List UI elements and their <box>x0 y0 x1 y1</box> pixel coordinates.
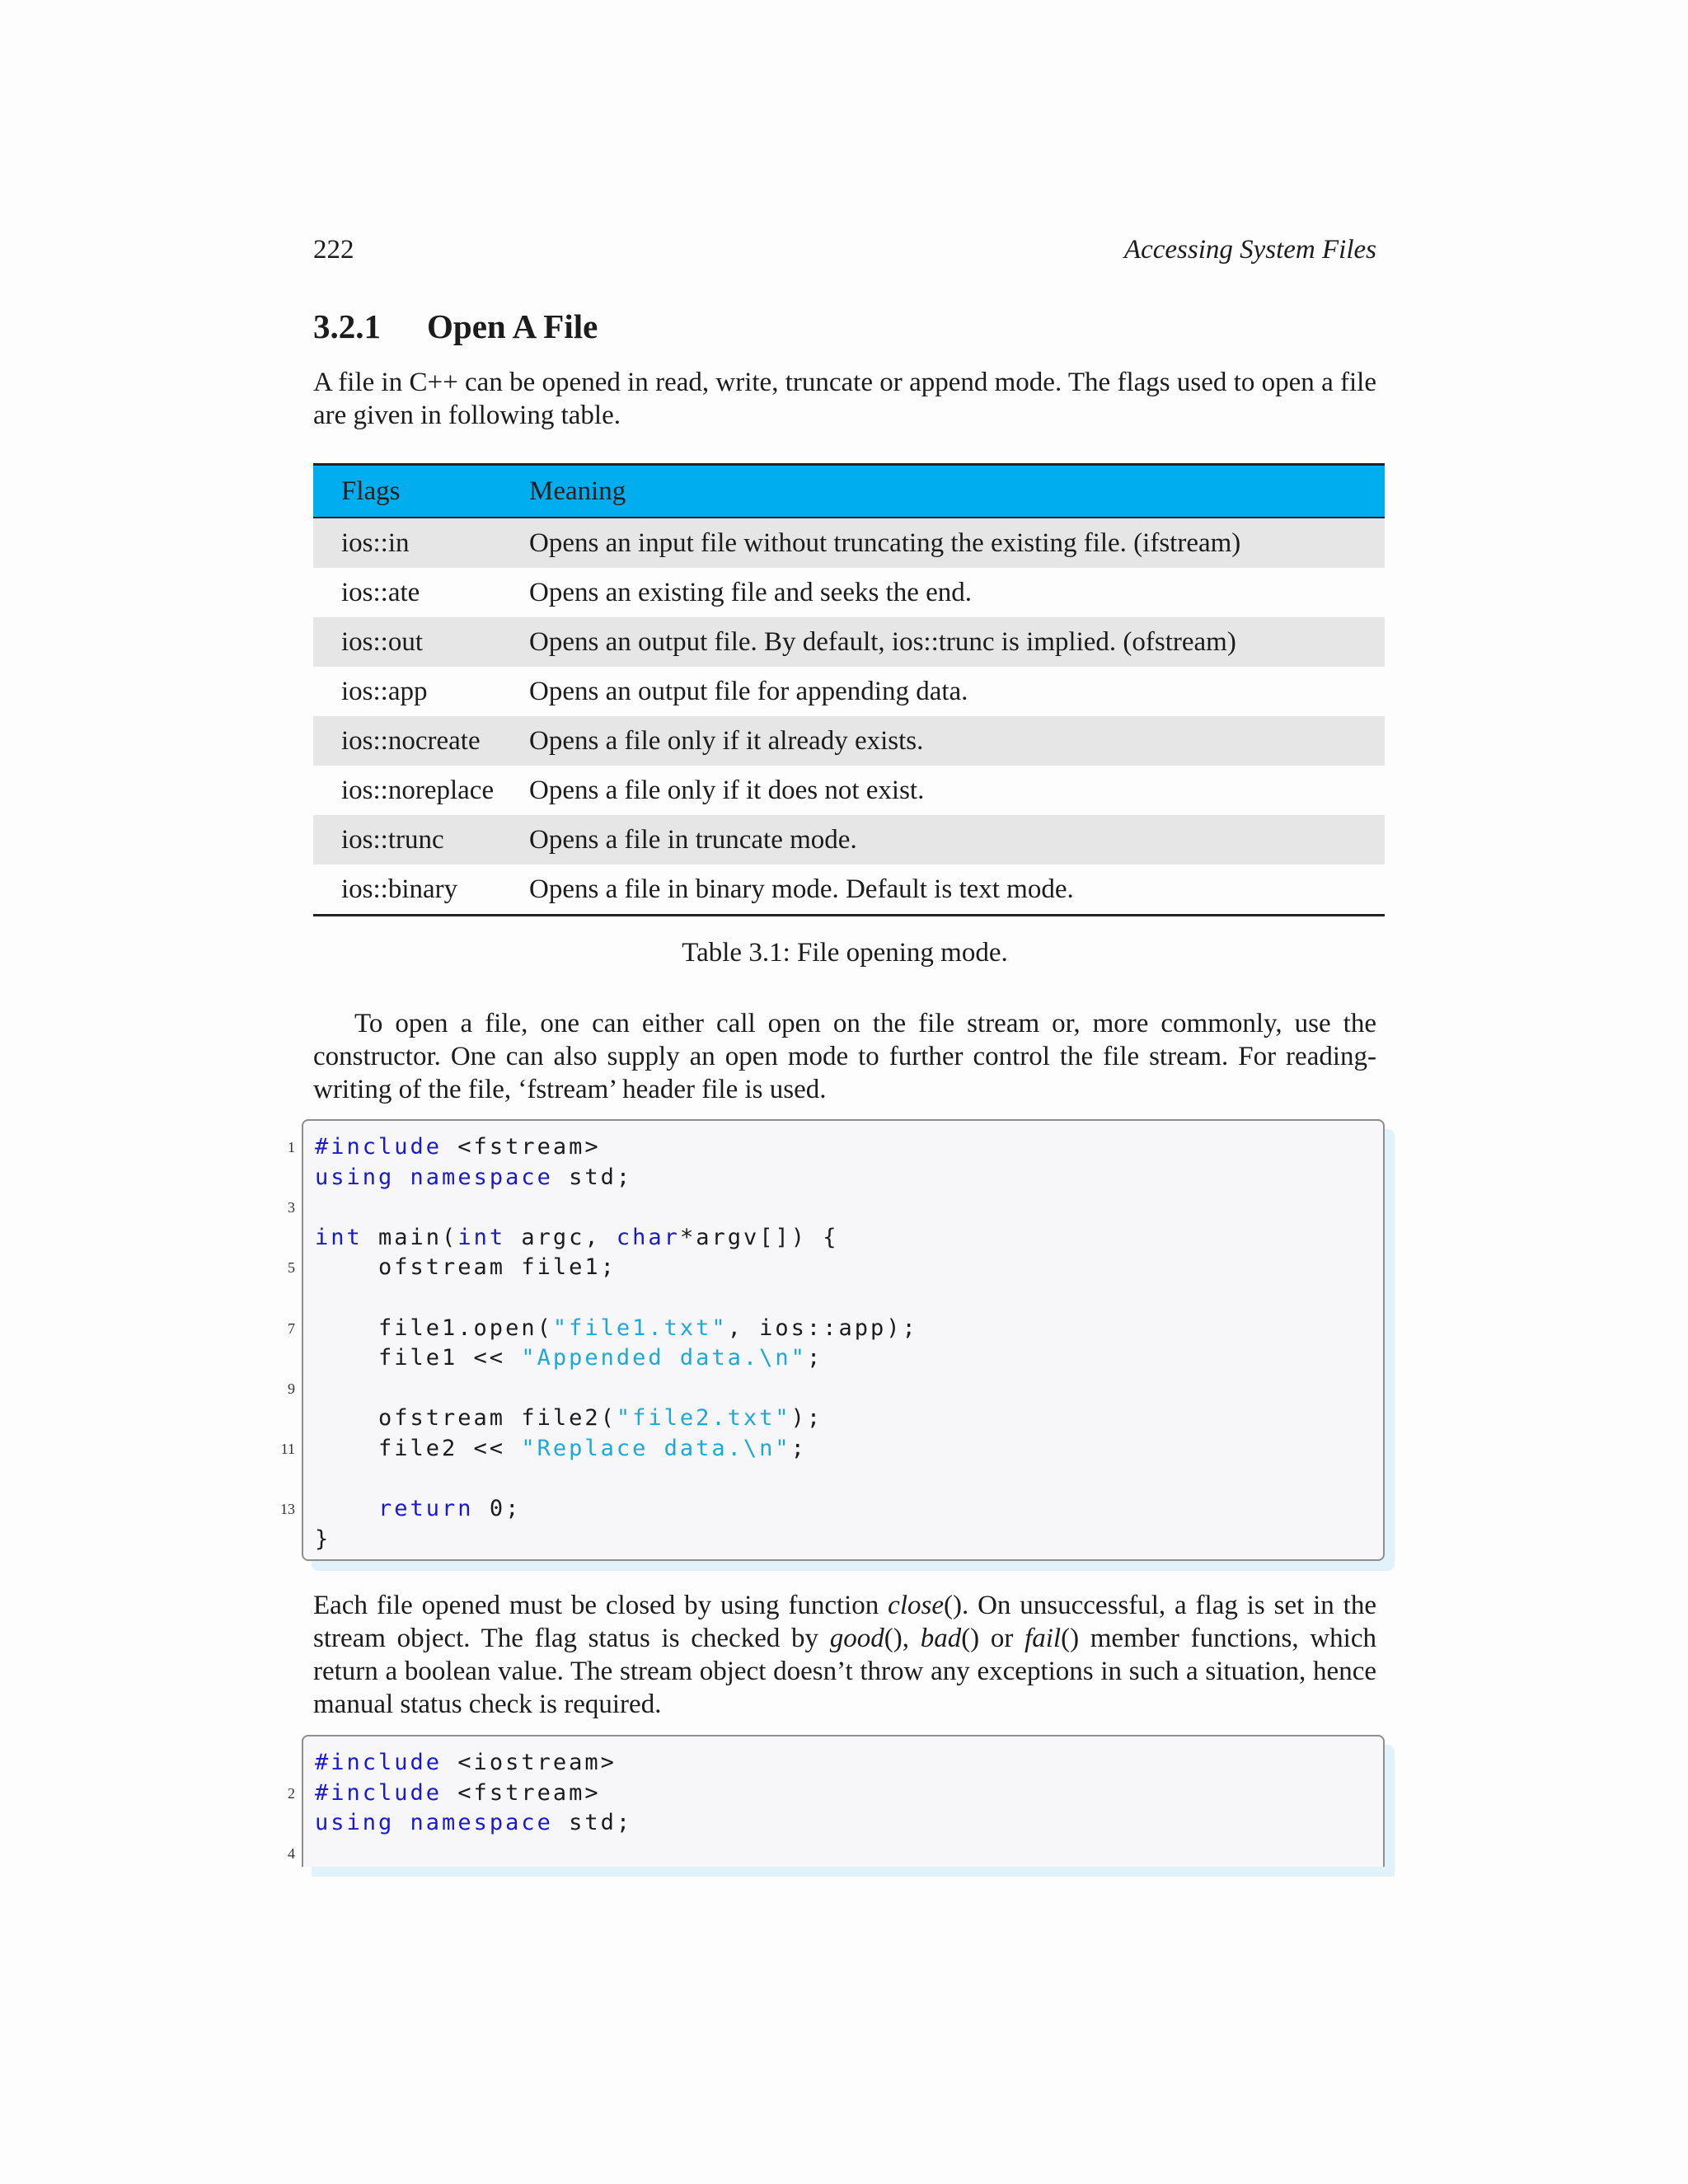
body-paragraph: To open a file, one can either call open on the file stream or, more commonly, use the constructor. One can also supply an open mode to further control the file stream. For reading-writing of the file, ‘fstream’ header file is used. <box>313 1009 1376 1104</box>
code-text: ; <box>806 1345 823 1371</box>
code-keyword: int <box>315 1224 363 1250</box>
code-line <box>288 1314 1383 1344</box>
file-flags-table <box>313 463 1385 916</box>
line-number: 3 <box>288 1199 295 1216</box>
meaning-cell: Opens a file only if it already exists. <box>529 725 924 756</box>
code-text: file1.open( <box>315 1315 553 1341</box>
code-text <box>394 1165 410 1190</box>
code-line <box>280 1494 1383 1525</box>
table-caption: Table 3.1: File opening mode. <box>682 938 1008 968</box>
text-span: () or <box>961 1624 1025 1653</box>
flag-cell: ios::binary <box>341 874 458 904</box>
text-span: (), <box>884 1624 921 1653</box>
flag-cell: ios::in <box>341 527 410 558</box>
code-text: <fstream> <box>442 1134 601 1160</box>
meaning-cell: Opens an input file without truncating the existing file. (ifstream) <box>529 527 1241 558</box>
code-text: ); <box>790 1405 823 1432</box>
code-line <box>303 1748 1383 1779</box>
line-number: 5 <box>288 1259 295 1277</box>
code-line <box>288 1779 1383 1809</box>
code-keyword: using <box>315 1164 395 1190</box>
code-text: ofstream file2( <box>315 1405 617 1432</box>
code-line <box>303 1404 1383 1434</box>
line-number: 13 <box>280 1501 295 1518</box>
code-string: "file2.txt" <box>616 1405 791 1432</box>
code-text <box>394 1810 410 1835</box>
flag-cell: ios::noreplace <box>341 775 495 805</box>
function-name: bad <box>920 1624 962 1653</box>
code-text: } <box>315 1526 331 1552</box>
table-row <box>313 518 1385 568</box>
code-keyword: using <box>315 1810 395 1836</box>
line-number: 1 <box>288 1139 295 1155</box>
code-text: main( <box>362 1224 458 1250</box>
table-row <box>313 667 1385 716</box>
line-number: 2 <box>288 1784 295 1802</box>
code-line <box>280 1434 1383 1465</box>
code-line <box>303 1808 1383 1839</box>
running-title: Accessing System Files <box>1123 235 1376 265</box>
code-text: 0; <box>473 1496 522 1522</box>
text-span: () member functions, which return a boolean value. The stream object doesn’t throw any exceptions in such a situation, hence manual status check is required. <box>313 1624 1376 1719</box>
flag-cell: ios::ate <box>341 577 420 607</box>
code-line <box>288 1374 1383 1404</box>
page-number: 222 <box>313 235 354 265</box>
table-row <box>313 766 1385 815</box>
code-line <box>303 1283 1383 1314</box>
code-text: file1 << <box>315 1345 522 1371</box>
table-row <box>313 716 1385 766</box>
code-keyword: namespace <box>410 1164 553 1190</box>
code-line <box>303 1343 1383 1374</box>
table-header-row <box>313 465 1385 518</box>
code-line <box>288 1839 1383 1869</box>
code-keyword: #include <box>315 1134 443 1160</box>
section-title: Open A File <box>427 307 598 345</box>
code-text: argc, <box>505 1224 617 1250</box>
code-line <box>288 1132 1383 1163</box>
code-line <box>288 1253 1383 1283</box>
section-number: 3.2.1 <box>313 307 381 345</box>
code-keyword: int <box>457 1224 506 1250</box>
code-text: *argv[]) { <box>679 1224 839 1250</box>
flag-cell: ios::trunc <box>341 824 444 855</box>
meaning-cell: Opens an output file for appending data. <box>529 676 968 706</box>
line-number: 9 <box>288 1380 295 1397</box>
code-string: "Appended data.\n" <box>521 1345 807 1371</box>
line-number: 7 <box>288 1319 295 1337</box>
table-header-flags: Flags <box>313 465 529 518</box>
code-text: ; <box>790 1435 807 1461</box>
table-row <box>313 568 1385 617</box>
code-listing-1 <box>280 1119 1385 1561</box>
table-header-meaning: Meaning <box>529 465 1385 518</box>
table-row <box>313 815 1385 865</box>
code-text: std; <box>552 1810 633 1836</box>
section-heading <box>313 307 598 346</box>
function-name: close <box>888 1591 944 1620</box>
code-text: std; <box>552 1164 633 1190</box>
code-listing-2 <box>288 1735 1385 1867</box>
code-line <box>303 1465 1383 1495</box>
code-text: <iostream> <box>442 1750 617 1775</box>
flag-cell: ios::out <box>341 626 424 657</box>
code-text: file2 << <box>315 1435 522 1461</box>
code-text: <fstream> <box>442 1779 601 1806</box>
meaning-cell: Opens a file in truncate mode. <box>529 824 857 855</box>
table-row <box>313 617 1385 667</box>
meaning-cell: Opens a file only if it does not exist. <box>529 775 925 805</box>
code-text: , ios::app); <box>727 1315 918 1341</box>
meaning-cell: Opens an output file. By default, ios::trunc is implied. (ofstream) <box>529 626 1236 657</box>
flag-cell: ios::app <box>341 676 428 706</box>
meaning-cell: Opens a file in binary mode. Default is text mode. <box>529 874 1074 904</box>
flag-cell: ios::nocreate <box>341 725 481 756</box>
line-number: 11 <box>280 1440 295 1457</box>
line-number: 4 <box>288 1844 295 1862</box>
code-line <box>288 1193 1383 1223</box>
code-line <box>303 1525 1383 1555</box>
intro-paragraph: A file in C++ can be opened in read, write, truncate or append mode. The flags used to open a file are given in following table. <box>313 368 1376 430</box>
code-keyword: namespace <box>410 1810 553 1836</box>
code-keyword: char <box>616 1224 680 1250</box>
code-line <box>303 1163 1383 1193</box>
meaning-cell: Opens an existing file and seeks the end. <box>529 577 973 607</box>
function-name: good <box>829 1624 884 1653</box>
function-name: fail <box>1025 1624 1062 1653</box>
code-string: "file1.txt" <box>552 1315 728 1341</box>
code-text <box>315 1496 378 1521</box>
table-row <box>313 865 1385 916</box>
code-text: ofstream file1; <box>315 1254 617 1281</box>
code-line <box>303 1223 1383 1254</box>
body-paragraph-close <box>313 1589 1376 1721</box>
text-span: Each file opened must be closed by using function <box>313 1591 889 1620</box>
code-keyword: #include <box>315 1779 443 1806</box>
code-keyword: #include <box>315 1750 443 1775</box>
text-span: (). On unsuccessful, a flag is set in the stream object. The flag status is checked by <box>313 1591 1376 1653</box>
code-string: "Replace data.\n" <box>521 1435 791 1461</box>
code-keyword: return <box>378 1496 474 1522</box>
